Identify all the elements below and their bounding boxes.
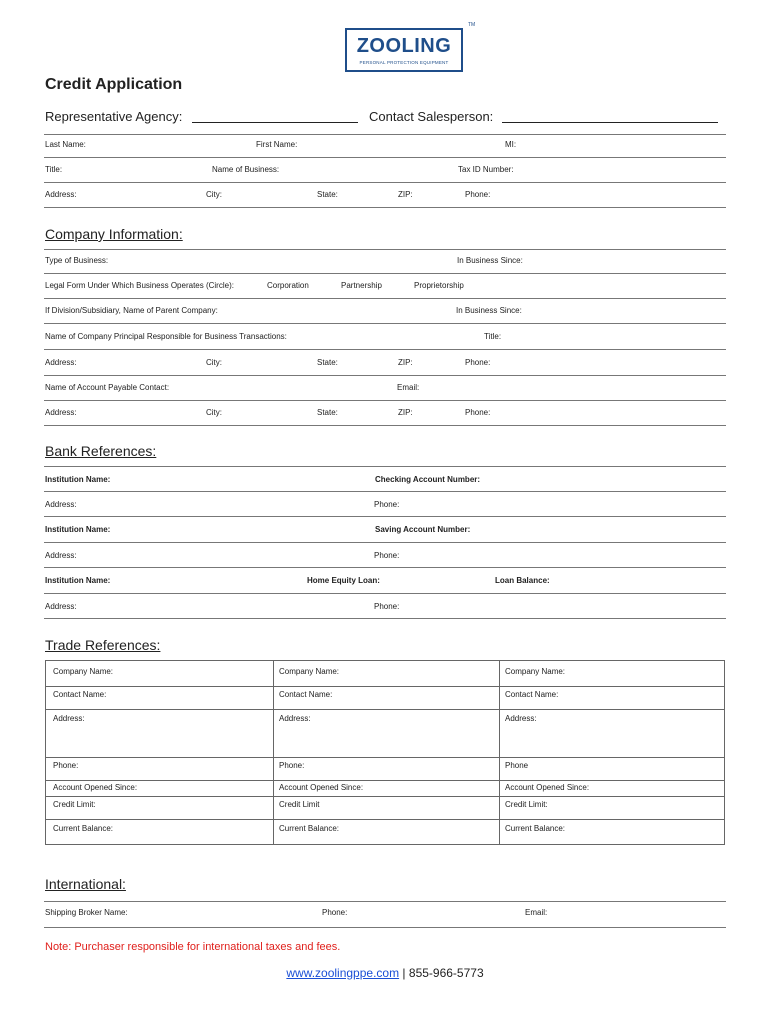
row-divider	[44, 516, 726, 517]
last-name-field[interactable]: Last Name:	[45, 140, 86, 149]
trade2-balance-field[interactable]: Current Balance:	[279, 824, 340, 833]
row-divider	[44, 425, 726, 426]
trade2-opened-field[interactable]: Account Opened Since:	[279, 783, 364, 792]
trade1-company-field[interactable]: Company Name:	[53, 667, 114, 676]
parent-in-business-since-field[interactable]: In Business Since:	[456, 306, 522, 315]
trade2-credit-field[interactable]: Credit Limit	[279, 800, 320, 809]
logo-wordmark: ZOOLING	[356, 35, 452, 57]
title-field[interactable]: Title:	[45, 165, 63, 174]
bank1-institution-field[interactable]: Institution Name:	[45, 475, 111, 484]
footer	[0, 966, 770, 980]
logo-trademark: TM	[468, 22, 476, 28]
bank1-address-field[interactable]: Address:	[45, 500, 77, 509]
legal-form-label: Legal Form Under Which Business Operates (Circle):	[45, 281, 234, 290]
section-international: International:	[45, 876, 126, 892]
trade3-phone-field[interactable]: Phone	[505, 761, 529, 770]
trade2-contact-field[interactable]: Contact Name:	[279, 690, 333, 699]
company-state-field[interactable]: State:	[317, 358, 338, 367]
website-link[interactable]: www.zoolingppe.com	[286, 966, 400, 980]
ap-state-field[interactable]: State:	[317, 408, 338, 417]
shipping-broker-field[interactable]: Shipping Broker Name:	[45, 908, 128, 917]
ap-zip-field[interactable]: ZIP:	[398, 408, 413, 417]
loan-balance-field[interactable]: Loan Balance:	[495, 576, 550, 585]
trade3-balance-field[interactable]: Current Balance:	[505, 824, 566, 833]
trade-references-table	[45, 660, 725, 845]
table-row-divider	[46, 686, 724, 687]
trade2-company-field[interactable]: Company Name:	[279, 667, 340, 676]
representative-agency-field[interactable]	[192, 122, 358, 123]
trade3-address-field[interactable]: Address:	[505, 714, 537, 723]
row-divider	[44, 567, 726, 568]
row-divider	[44, 249, 726, 250]
trade3-credit-field[interactable]: Credit Limit:	[505, 800, 548, 809]
row-divider	[44, 157, 726, 158]
company-city-field[interactable]: City:	[206, 358, 222, 367]
row-divider	[44, 491, 726, 492]
section-company-information: Company Information:	[45, 226, 183, 242]
row-divider	[44, 323, 726, 324]
company-phone-field[interactable]: Phone:	[465, 358, 491, 367]
row-divider	[44, 134, 726, 135]
trade3-contact-field[interactable]: Contact Name:	[505, 690, 559, 699]
table-row-divider	[46, 796, 724, 797]
ap-phone-field[interactable]: Phone:	[465, 408, 491, 417]
trade1-address-field[interactable]: Address:	[53, 714, 85, 723]
first-name-field[interactable]: First Name:	[256, 140, 298, 149]
home-equity-loan-field[interactable]: Home Equity Loan:	[307, 576, 380, 585]
type-of-business-field[interactable]: Type of Business:	[45, 256, 109, 265]
principal-name-field[interactable]: Name of Company Principal Responsible for Business Transactions:	[45, 332, 287, 341]
footer-separator: |	[399, 966, 409, 980]
section-trade-references: Trade References:	[45, 637, 161, 653]
section-bank-references: Bank References:	[45, 443, 157, 459]
table-column-divider	[273, 661, 274, 844]
page-title: Credit Application	[45, 76, 183, 93]
checking-account-field[interactable]: Checking Account Number:	[375, 475, 481, 484]
row-divider	[44, 400, 726, 401]
trade1-opened-field[interactable]: Account Opened Since:	[53, 783, 138, 792]
row-divider	[44, 182, 726, 183]
parent-company-field[interactable]: If Division/Subsidiary, Name of Parent Company:	[45, 306, 218, 315]
ap-contact-field[interactable]: Name of Account Payable Contact:	[45, 383, 170, 392]
row-divider	[44, 901, 726, 902]
option-partnership[interactable]: Partnership	[341, 281, 382, 290]
bank3-institution-field[interactable]: Institution Name:	[45, 576, 111, 585]
bank2-institution-field[interactable]: Institution Name:	[45, 525, 111, 534]
footer-phone: 855-966-5773	[408, 966, 484, 980]
bank2-address-field[interactable]: Address:	[45, 551, 77, 560]
trade2-phone-field[interactable]: Phone:	[279, 761, 305, 770]
table-row-divider	[46, 757, 724, 758]
row-divider	[44, 618, 726, 619]
row-divider	[44, 927, 726, 928]
saving-account-field[interactable]: Saving Account Number:	[375, 525, 471, 534]
contact-salesperson-field[interactable]	[502, 122, 718, 123]
ap-address-field[interactable]: Address:	[45, 408, 77, 417]
trade2-address-field[interactable]: Address:	[279, 714, 311, 723]
table-column-divider	[499, 661, 500, 844]
table-row-divider	[46, 709, 724, 710]
broker-email-field[interactable]: Email:	[525, 908, 548, 917]
row-divider	[44, 375, 726, 376]
address-field[interactable]: Address:	[45, 190, 77, 199]
mi-field[interactable]: MI:	[505, 140, 517, 149]
phone-field[interactable]: Phone:	[465, 190, 491, 199]
company-logo	[345, 28, 463, 72]
trade3-opened-field[interactable]: Account Opened Since:	[505, 783, 590, 792]
row-divider	[44, 273, 726, 274]
broker-phone-field[interactable]: Phone:	[322, 908, 348, 917]
bank3-address-field[interactable]: Address:	[45, 602, 77, 611]
logo-tagline: PERSONAL PROTECTION EQUIPMENT	[359, 60, 449, 65]
contact-salesperson-label: Contact Salesperson:	[369, 109, 494, 124]
table-row-divider	[46, 819, 724, 820]
zip-field[interactable]: ZIP:	[398, 190, 413, 199]
tax-id-field[interactable]: Tax ID Number:	[458, 165, 514, 174]
business-name-field[interactable]: Name of Business:	[212, 165, 280, 174]
row-divider	[44, 466, 726, 467]
company-zip-field[interactable]: ZIP:	[398, 358, 413, 367]
tax-note: Note: Purchaser responsible for international taxes and fees.	[45, 941, 341, 953]
row-divider	[44, 207, 726, 208]
option-proprietorship[interactable]: Proprietorship	[414, 281, 464, 290]
principal-title-field[interactable]: Title:	[484, 332, 502, 341]
option-corporation[interactable]: Corporation	[267, 281, 309, 290]
table-row-divider	[46, 780, 724, 781]
trade1-phone-field[interactable]: Phone:	[53, 761, 79, 770]
trade1-credit-field[interactable]: Credit Limit:	[53, 800, 96, 809]
row-divider	[44, 298, 726, 299]
row-divider	[44, 593, 726, 594]
bank2-phone-field[interactable]: Phone:	[374, 551, 400, 560]
trade1-balance-field[interactable]: Current Balance:	[53, 824, 114, 833]
row-divider	[44, 542, 726, 543]
ap-city-field[interactable]: City:	[206, 408, 222, 417]
trade1-contact-field[interactable]: Contact Name:	[53, 690, 107, 699]
in-business-since-field[interactable]: In Business Since:	[457, 256, 523, 265]
row-divider	[44, 349, 726, 350]
representative-agency-label: Representative Agency:	[45, 109, 183, 124]
bank1-phone-field[interactable]: Phone:	[374, 500, 400, 509]
bank3-phone-field[interactable]: Phone:	[374, 602, 400, 611]
state-field[interactable]: State:	[317, 190, 338, 199]
company-address-field[interactable]: Address:	[45, 358, 77, 367]
ap-email-field[interactable]: Email:	[397, 383, 420, 392]
city-field[interactable]: City:	[206, 190, 222, 199]
trade3-company-field[interactable]: Company Name:	[505, 667, 566, 676]
